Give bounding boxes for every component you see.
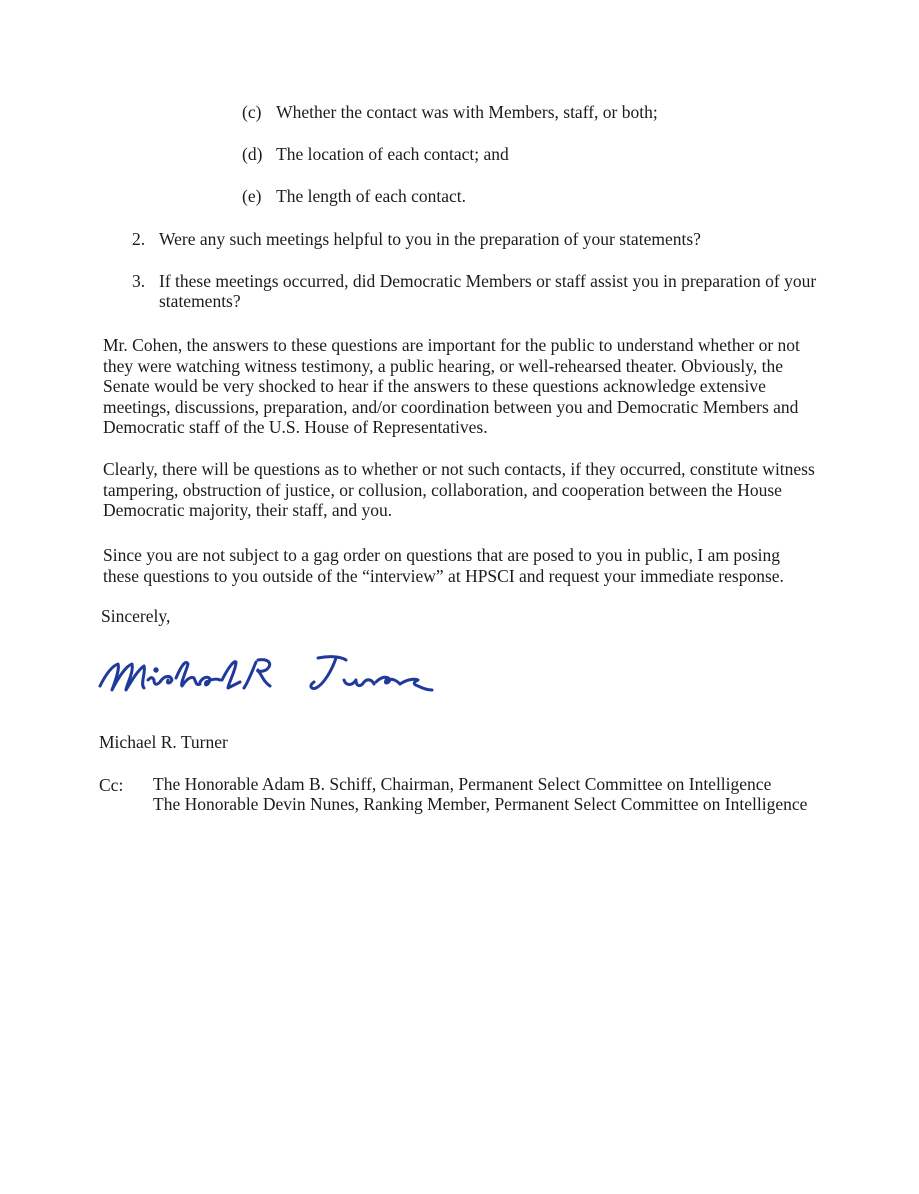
cc-recipient: The Honorable Devin Nunes, Ranking Member, Permanent Select Committee on Intelligence [153,793,808,814]
closing-salutation: Sincerely, [101,606,171,626]
numbered-item-2 [132,229,822,249]
sub-item-marker: (c) [242,102,262,122]
item-text: If these meetings occurred, did Democratic Members or staff assist you in preparation of your statements? [159,271,817,311]
cc-recipients [153,775,813,814]
sub-item-marker: (d) [242,144,263,164]
item-text: Were any such meetings helpful to you in the preparation of your statements? [159,229,701,249]
item-number: 2. [132,229,146,249]
list-sub-item-c [242,102,658,123]
signature-ink [96,650,436,710]
numbered-item-3 [132,271,822,311]
item-number: 3. [132,271,146,291]
handwritten-signature [96,650,436,715]
body-paragraph-2: Clearly, there will be questions as to whether or not such contacts, if they occurred, constitute witness tampering, obstruction of justice, or collusion, collaboration, and cooperation between the House Democratic majority, their staff, and you. [103,459,815,520]
list-sub-item-e [242,186,466,207]
list-sub-item-d [242,144,509,165]
sub-item-marker: (e) [242,186,262,206]
signer-name: Michael R. Turner [99,732,228,752]
cc-label: Cc: [99,775,124,795]
sub-item-text: The length of each contact. [276,186,467,206]
cc-recipient: The Honorable Adam B. Schiff, Chairman, Permanent Select Committee on Intelligence [153,774,772,794]
body-paragraph-3: Since you are not subject to a gag order on questions that are posed to you in public, I am posing these questions to you outside of the “interview” at HPSCI and request your immediate response. [103,545,784,586]
sub-item-text: Whether the contact was with Members, staff, or both; [276,102,658,122]
sub-item-text: The location of each contact; and [276,144,509,164]
body-paragraph-1: Mr. Cohen, the answers to these questions are important for the public to understand whether or not they were watching witness testimony, a public hearing, or well-rehearsed theater. Obviously, the Senate would be very shocked to hear if the answers to these questions acknowledge extensive meetings, discussions, preparation, and/or coordination between you and Democratic Members and Democratic staff of the U.S. House of Representatives. [103,335,800,437]
